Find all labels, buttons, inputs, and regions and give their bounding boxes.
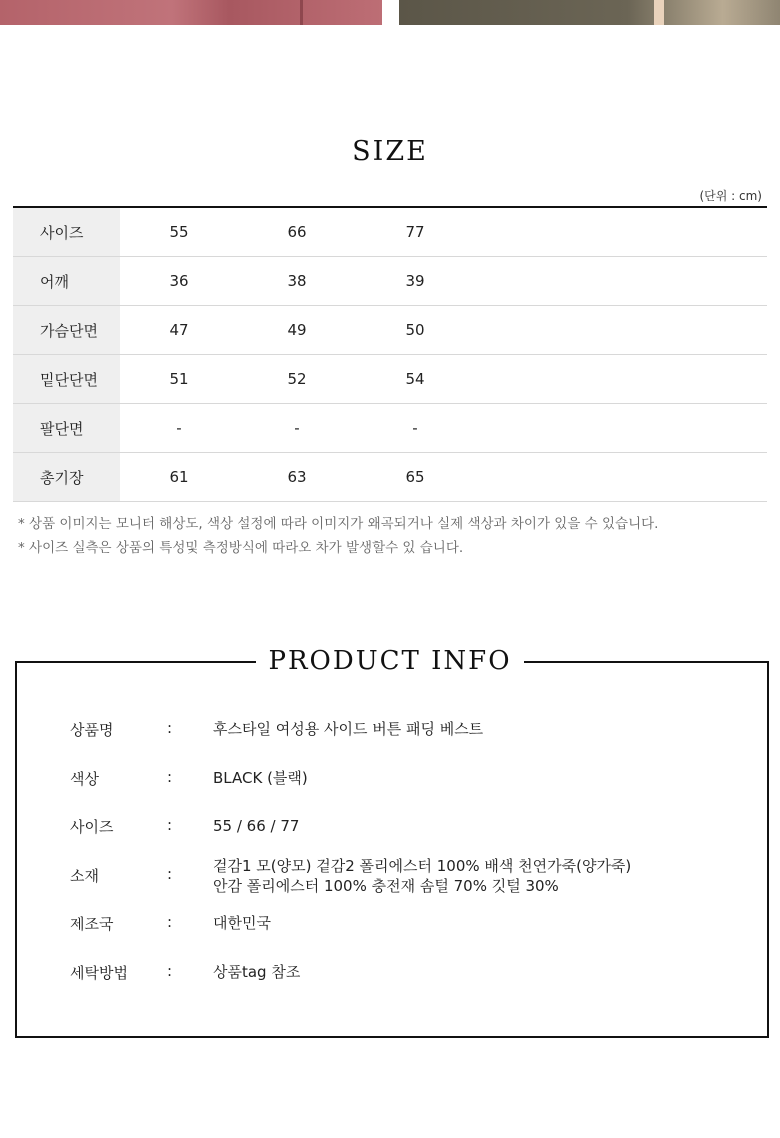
table-cell: - — [120, 404, 238, 453]
row-header: 어깨 — [13, 257, 120, 306]
table-cell: - — [356, 404, 474, 453]
note-line: * 상품 이미지는 모니터 해상도, 색상 설정에 따라 이미지가 왜곡되거나 실제 색상과 차이가 있을 수 있습니다. — [18, 516, 659, 532]
size-notes — [18, 512, 658, 560]
table-cell-empty — [474, 453, 767, 502]
info-label: 소재 — [70, 867, 99, 885]
size-table — [13, 206, 767, 502]
info-label: 색상 — [70, 770, 99, 788]
product-info-title: PRODUCT INFO — [256, 643, 524, 679]
table-row — [13, 404, 767, 453]
table-cell: - — [238, 404, 356, 453]
row-header: 사이즈 — [13, 207, 120, 257]
row-header: 가슴단면 — [13, 306, 120, 355]
table-row — [13, 257, 767, 306]
table-cell: 61 — [120, 453, 238, 502]
info-label: 제조국 — [70, 915, 114, 933]
info-colon: : — [167, 768, 173, 786]
table-cell-empty — [474, 207, 767, 257]
info-colon: : — [167, 719, 173, 737]
table-cell: 36 — [120, 257, 238, 306]
info-label: 상품명 — [70, 721, 114, 739]
info-value: 55 / 66 / 77 — [213, 817, 300, 835]
table-cell: 63 — [238, 453, 356, 502]
product-photo-right — [399, 0, 780, 25]
row-header: 총기장 — [13, 453, 120, 502]
size-title: SIZE — [352, 136, 428, 167]
table-cell: 49 — [238, 306, 356, 355]
table-cell-empty — [474, 404, 767, 453]
table-cell: 54 — [356, 355, 474, 404]
table-cell-empty — [474, 257, 767, 306]
table-cell-empty — [474, 355, 767, 404]
table-cell: 39 — [356, 257, 474, 306]
table-cell: 47 — [120, 306, 238, 355]
info-value: BLACK (블랙) — [213, 769, 308, 787]
info-value-line2: 안감 폴리에스터 100% 충전재 솜털 70% 깃털 30% — [213, 877, 559, 895]
unit-label: (단위 : cm) — [699, 189, 762, 203]
table-row — [13, 207, 767, 257]
info-colon: : — [167, 865, 173, 883]
table-cell: 55 — [120, 207, 238, 257]
note-line: * 사이즈 실측은 상품의 특성및 측정방식에 따라오 차가 발생할수 있 습니다. — [18, 540, 464, 556]
row-header: 밑단단면 — [13, 355, 120, 404]
info-value: 후스타일 여성용 사이드 버튼 패딩 베스트 — [213, 720, 484, 738]
table-cell: 51 — [120, 355, 238, 404]
info-value: 겉감1 모(양모) 겉감2 폴리에스터 100% 배색 천연가죽(양가죽) — [213, 857, 632, 875]
info-colon: : — [167, 816, 173, 834]
table-row — [13, 306, 767, 355]
table-cell: 50 — [356, 306, 474, 355]
info-label: 세탁방법 — [70, 964, 128, 982]
table-cell: 38 — [238, 257, 356, 306]
row-header: 팔단면 — [13, 404, 120, 453]
table-cell: 77 — [356, 207, 474, 257]
info-colon: : — [167, 913, 173, 931]
table-cell: 52 — [238, 355, 356, 404]
table-row — [13, 355, 767, 404]
info-colon: : — [167, 962, 173, 980]
info-label: 사이즈 — [70, 818, 114, 836]
table-row — [13, 453, 767, 502]
product-photo-left — [0, 0, 382, 25]
table-cell: 65 — [356, 453, 474, 502]
info-value: 대한민국 — [213, 914, 271, 932]
product-info-box — [15, 661, 769, 1038]
info-value: 상품tag 참조 — [213, 963, 301, 981]
table-cell-empty — [474, 306, 767, 355]
table-cell: 66 — [238, 207, 356, 257]
